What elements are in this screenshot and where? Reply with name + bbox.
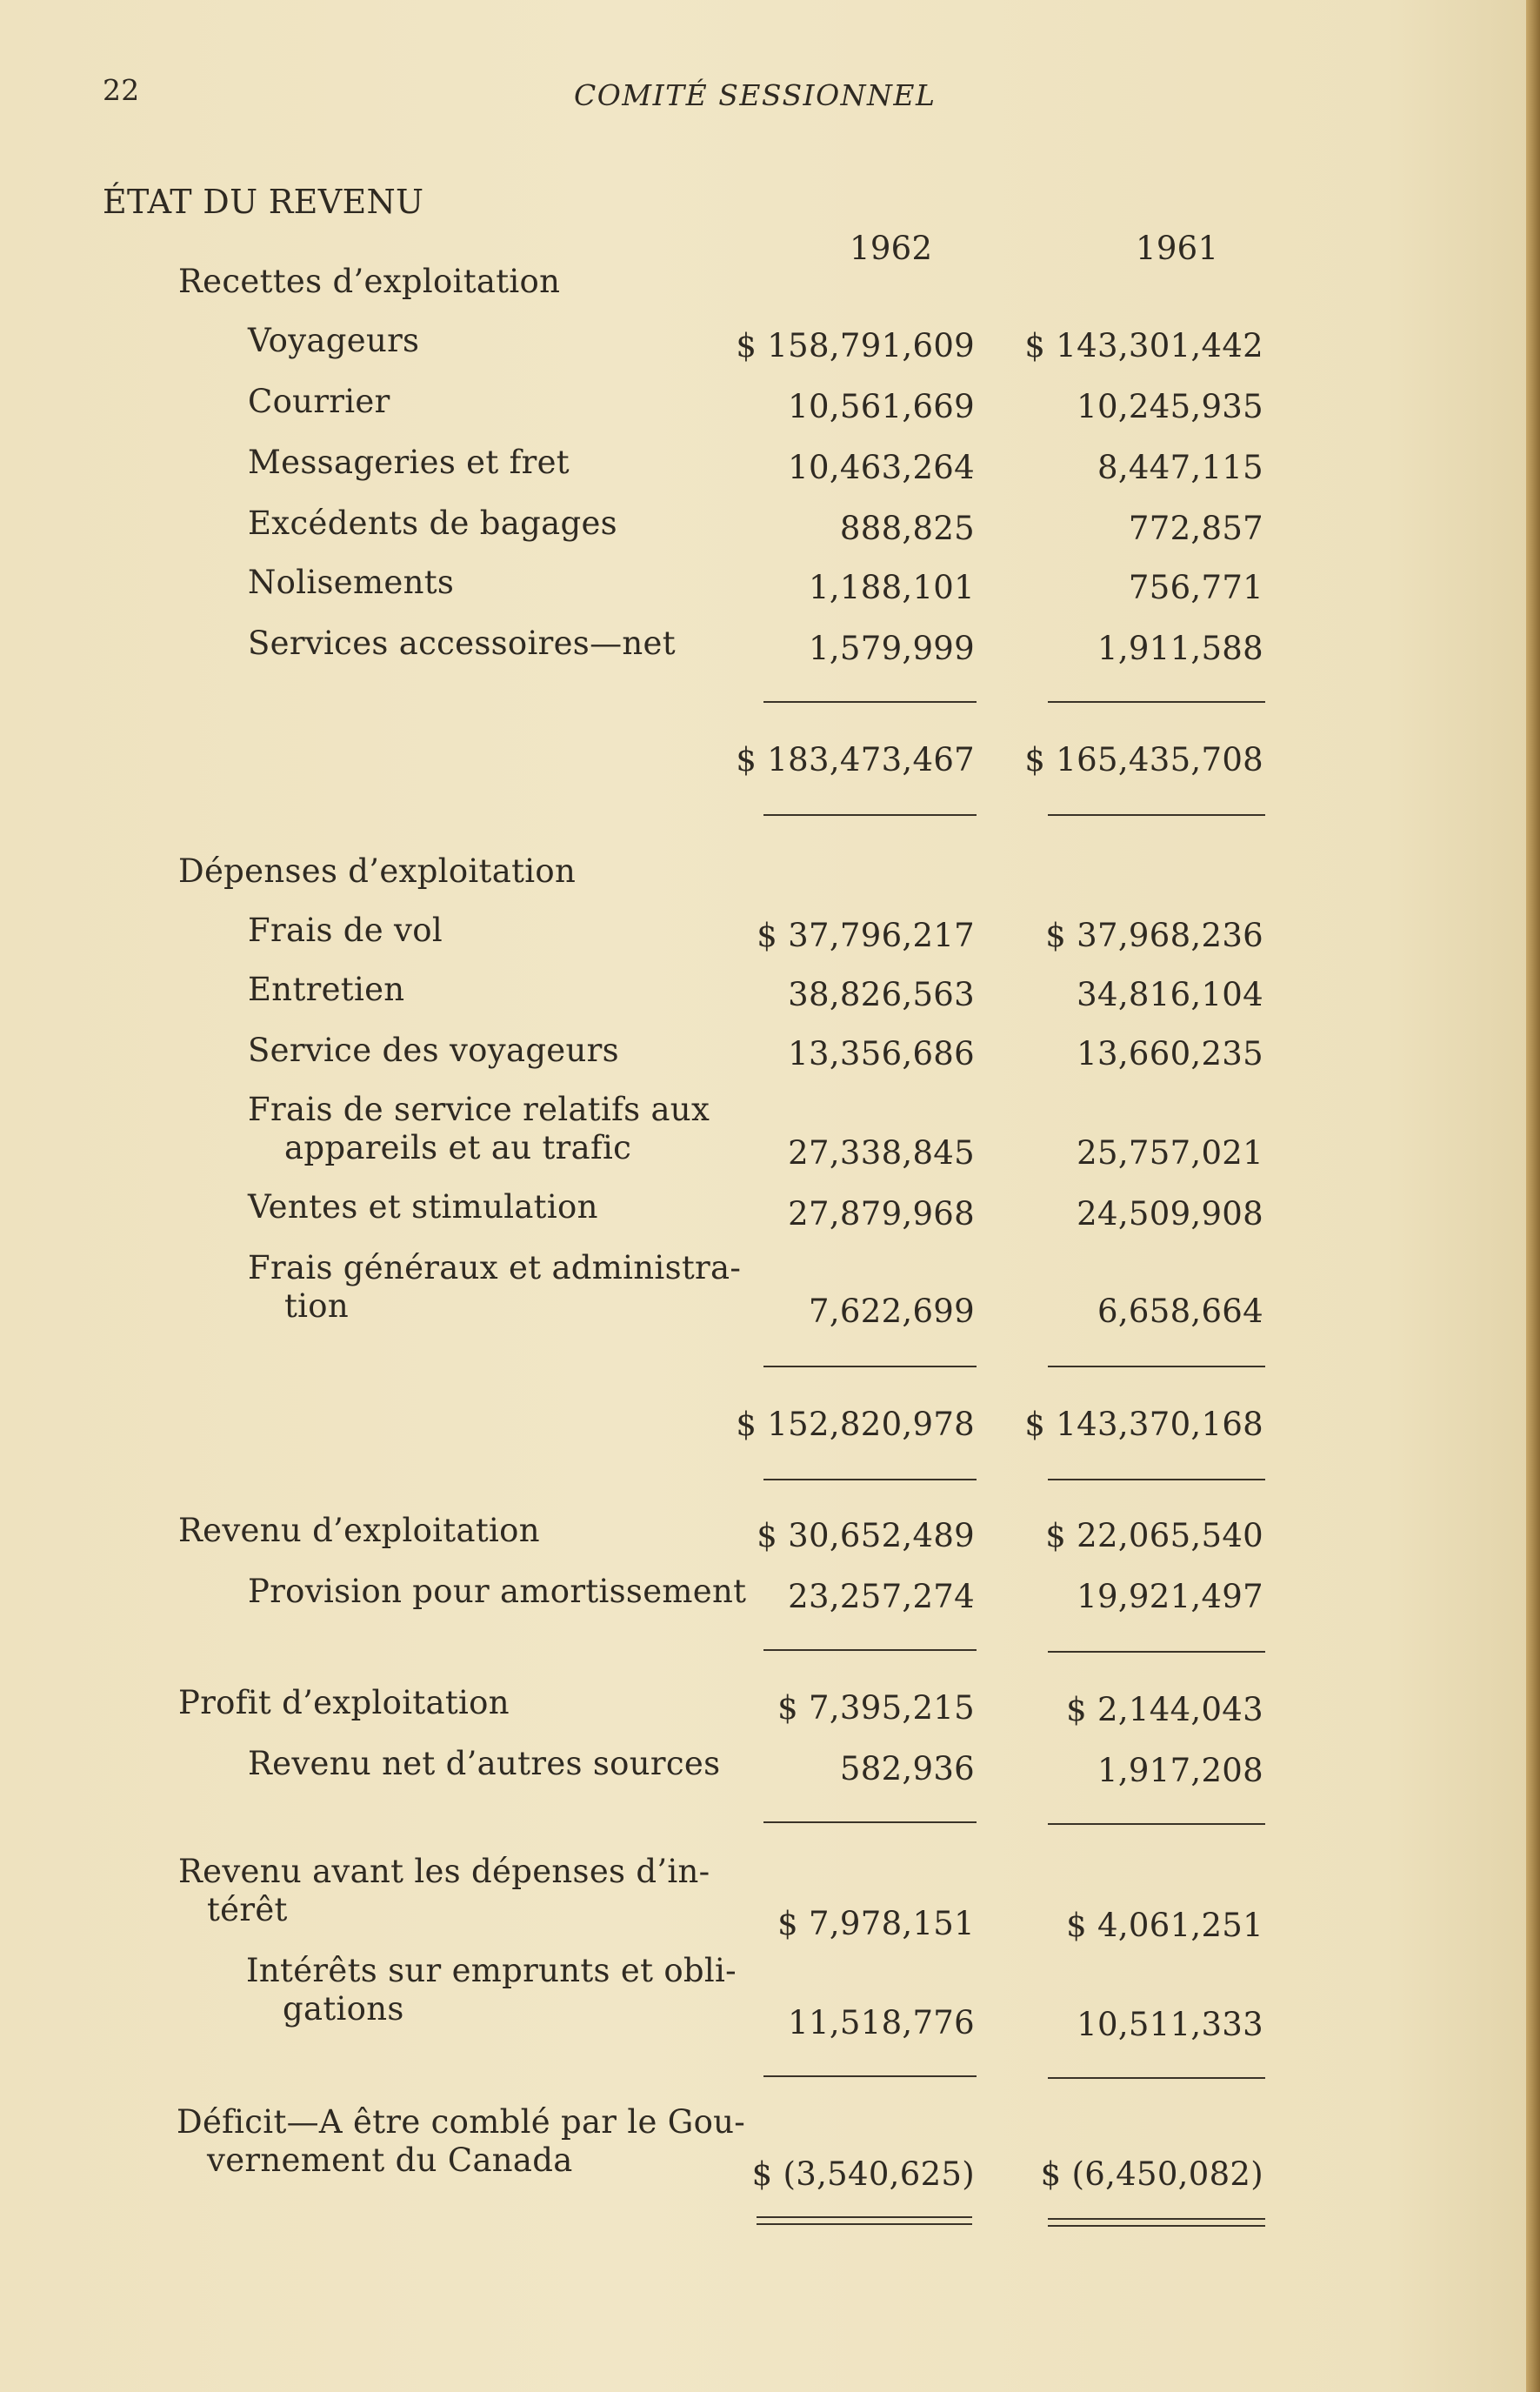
- summary-value-1962: $ 7,978,151: [777, 1905, 975, 1942]
- subtotal-rule: [763, 2075, 977, 2077]
- expenses-total-1962: $ 152,820,978: [736, 1406, 975, 1443]
- revenue-value-1962: 10,463,264: [788, 449, 975, 486]
- summary-label: Déficit—A être comblé par le Gou-: [177, 2103, 746, 2141]
- revenue-label: Messageries et fret: [248, 444, 570, 481]
- revenue-label: Services accessoires—net: [248, 625, 676, 662]
- expense-value-1962: 27,338,845: [788, 1134, 975, 1172]
- summary-value-1962: $ 7,395,215: [777, 1689, 975, 1727]
- expense-label-continued: tion: [284, 1287, 350, 1325]
- expense-value-1961: 24,509,908: [1077, 1195, 1263, 1233]
- subtotal-rule: [1048, 701, 1265, 703]
- subtotal-rule: [1048, 1823, 1265, 1825]
- running-head: COMITÉ SESSIONNEL: [574, 78, 937, 112]
- revenue-value-1961: 1,911,588: [1097, 630, 1263, 667]
- total-rule: [763, 1479, 977, 1480]
- expense-label-continued: appareils et au trafic: [284, 1129, 632, 1166]
- revenue-total-1961: $ 165,435,708: [1024, 741, 1263, 778]
- expense-value-1961: 13,660,235: [1077, 1035, 1263, 1072]
- summary-label-continued: térêt: [207, 1891, 288, 1928]
- deficit-value-1961: $ (6,450,082): [1040, 2155, 1263, 2193]
- summary-label-continued: vernement du Canada: [207, 2141, 573, 2179]
- page-number: 22: [103, 73, 140, 107]
- revenue-label: Excédents de bagages: [248, 504, 617, 542]
- expense-value-1961: 25,757,021: [1077, 1134, 1263, 1172]
- revenue-label: Courrier: [248, 383, 390, 420]
- total-rule: [1048, 814, 1265, 816]
- column-header-1961: 1961: [1136, 230, 1219, 267]
- summary-value-1962: 11,518,776: [788, 2004, 975, 2041]
- revenue-value-1962: $ 158,791,609: [736, 327, 975, 364]
- revenue-value-1961: 772,857: [1128, 510, 1263, 547]
- subtotal-rule: [763, 1366, 977, 1367]
- summary-label: Provision pour amortissement: [248, 1573, 747, 1610]
- total-rule: [1048, 1479, 1265, 1480]
- revenue-value-1961: $ 143,301,442: [1024, 327, 1263, 364]
- revenue-value-1961: 756,771: [1128, 569, 1263, 606]
- expense-label: Frais généraux et administra-: [248, 1249, 742, 1286]
- summary-value-1961: 10,511,333: [1077, 2006, 1263, 2043]
- summary-label: Revenu avant les dépenses d’in-: [178, 1853, 710, 1890]
- revenue-value-1961: 10,245,935: [1077, 388, 1263, 425]
- expense-value-1962: $ 37,796,217: [757, 917, 975, 954]
- summary-value-1962: 23,257,274: [788, 1578, 975, 1615]
- expense-label: Ventes et stimulation: [248, 1188, 598, 1226]
- revenue-value-1962: 1,579,999: [808, 630, 975, 667]
- subtotal-rule: [763, 701, 977, 703]
- expense-value-1962: 7,622,699: [808, 1293, 975, 1330]
- double-rule: [757, 2216, 972, 2225]
- revenue-value-1961: 8,447,115: [1097, 449, 1263, 486]
- summary-value-1961: $ 4,061,251: [1066, 1907, 1263, 1944]
- expense-label: Frais de service relatifs aux: [248, 1091, 710, 1128]
- subtotal-rule: [1048, 1651, 1265, 1653]
- expenses-total-1961: $ 143,370,168: [1024, 1406, 1263, 1443]
- summary-value-1962: $ 30,652,489: [757, 1517, 975, 1554]
- summary-label: Revenu d’exploitation: [178, 1512, 540, 1549]
- deficit-value-1962: $ (3,540,625): [751, 2155, 975, 2193]
- expenses-heading: Dépenses d’exploitation: [178, 852, 577, 890]
- expense-label: Frais de vol: [248, 912, 443, 949]
- summary-value-1961: $ 22,065,540: [1045, 1517, 1263, 1554]
- summary-value-1961: $ 2,144,043: [1066, 1691, 1263, 1728]
- expense-value-1961: 6,658,664: [1097, 1293, 1263, 1330]
- revenue-value-1962: 10,561,669: [788, 388, 975, 425]
- summary-label: Profit d’exploitation: [178, 1684, 510, 1721]
- revenue-label: Nolisements: [248, 564, 455, 601]
- summary-label-continued: gations: [283, 1990, 404, 2028]
- column-header-1962: 1962: [850, 230, 933, 267]
- expense-value-1962: 13,356,686: [788, 1035, 975, 1072]
- revenue-label: Voyageurs: [248, 322, 420, 359]
- expense-label: Service des voyageurs: [248, 1032, 619, 1069]
- revenue-value-1962: 888,825: [839, 510, 975, 547]
- summary-value-1961: 1,917,208: [1097, 1752, 1263, 1789]
- page-edge: [1526, 0, 1540, 2392]
- statement-title: ÉTAT DU REVENU: [103, 183, 424, 221]
- total-rule: [763, 814, 977, 816]
- expense-value-1962: 27,879,968: [788, 1195, 975, 1233]
- summary-value-1961: 19,921,497: [1077, 1578, 1263, 1615]
- expense-value-1961: $ 37,968,236: [1045, 917, 1263, 954]
- summary-label: Intérêts sur emprunts et obli-: [246, 1952, 737, 1989]
- subtotal-rule: [1048, 1366, 1265, 1367]
- subtotal-rule: [1048, 2077, 1265, 2079]
- expense-label: Entretien: [248, 971, 405, 1008]
- revenue-value-1962: 1,188,101: [808, 569, 975, 606]
- double-rule: [1048, 2218, 1265, 2227]
- subtotal-rule: [763, 1649, 977, 1651]
- expense-value-1961: 34,816,104: [1077, 976, 1263, 1013]
- expense-value-1962: 38,826,563: [788, 976, 975, 1013]
- revenue-heading: Recettes d’exploitation: [178, 263, 561, 300]
- summary-label: Revenu net d’autres sources: [248, 1745, 721, 1782]
- subtotal-rule: [763, 1821, 977, 1823]
- summary-value-1962: 582,936: [839, 1750, 975, 1787]
- revenue-total-1962: $ 183,473,467: [736, 741, 975, 778]
